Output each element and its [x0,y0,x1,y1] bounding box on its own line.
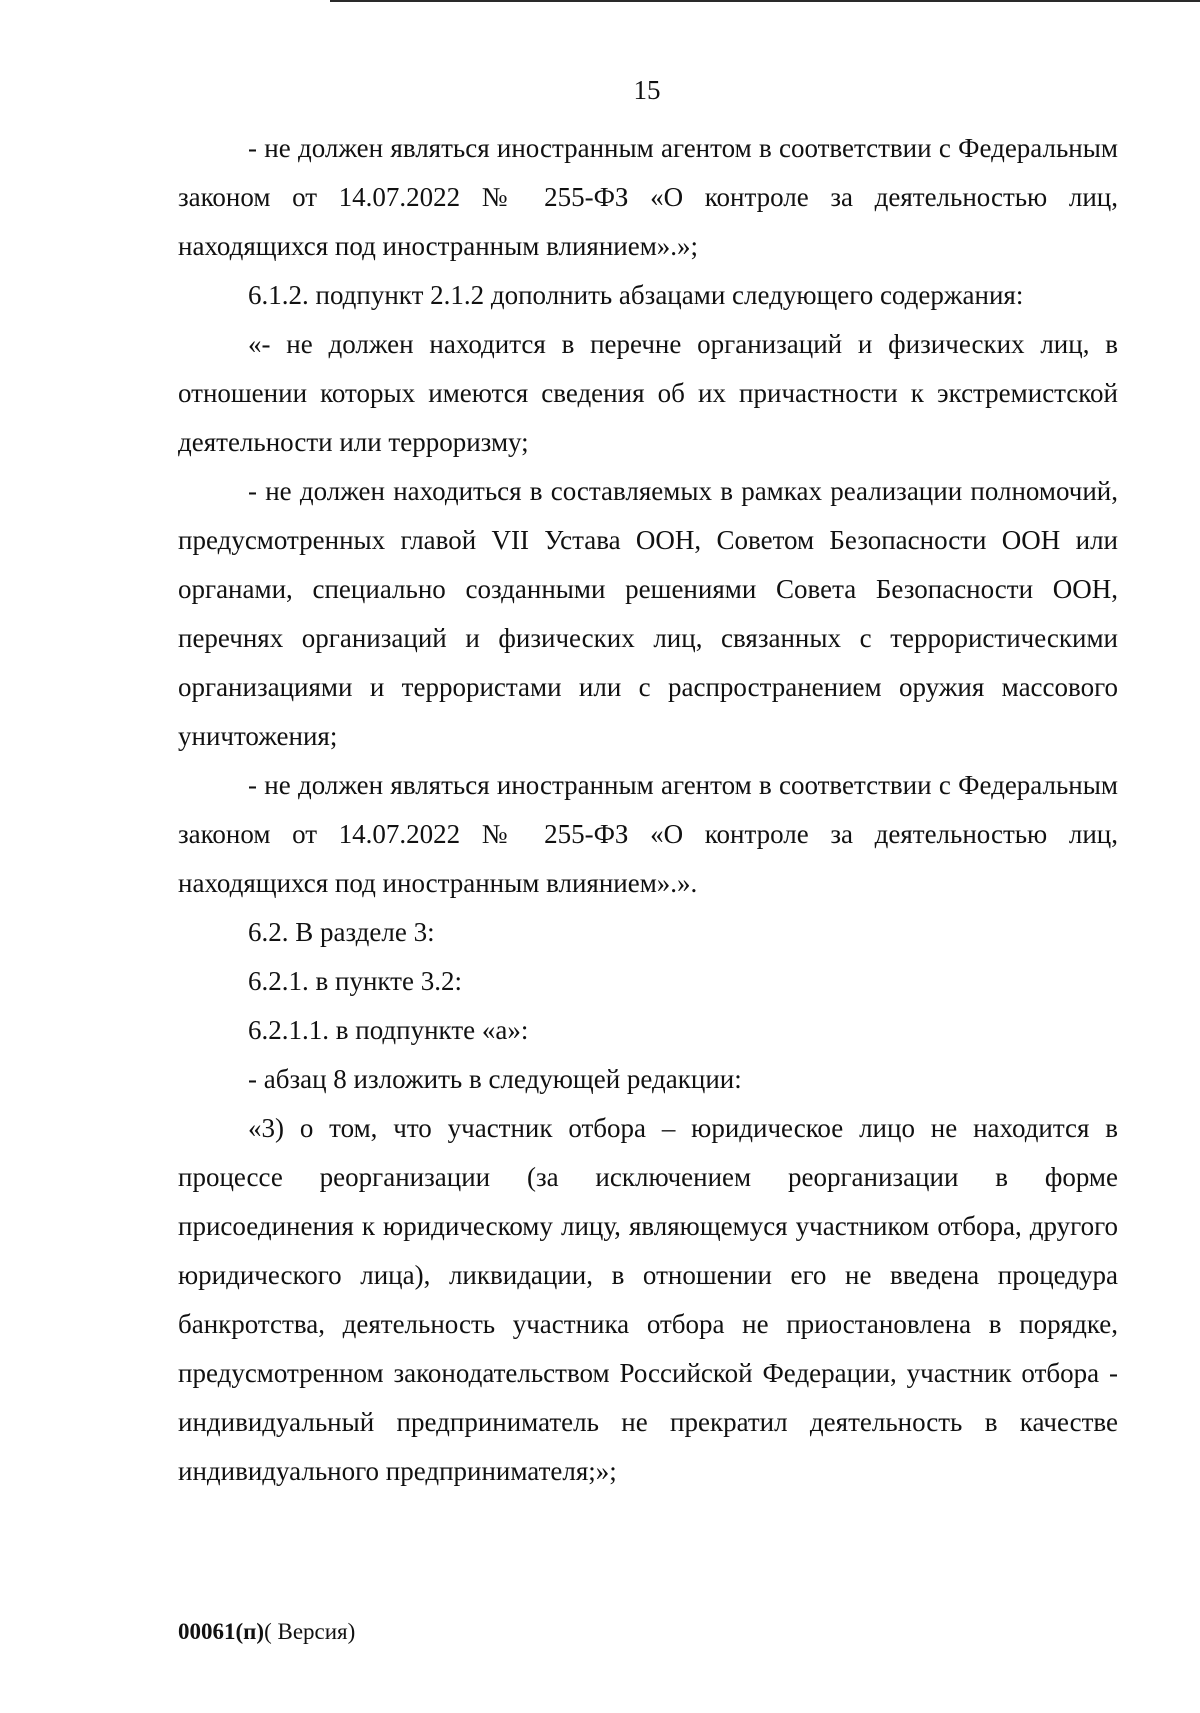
paragraph-reorganization: «3) о том, что участник отбора – юридическое лицо не находится в процессе реорганизации (за исключением реорганизации в форме присоединения к юридическому лицу, являющемуся участником отбора, другого юридического лица), ликвидации, в отношении его не введена процедура банкротства, деятельность участника отбора не приостановлена в порядке, предусмотренном законодательством Российской Федерации, участник отбора - индивидуальный предприниматель не прекратил деятельность в качестве индивидуального предпринимателя;»; [178,1113,1118,1486]
paragraph-6-2-1-1: 6.2.1.1. в подпункте «а»: [248,1015,529,1045]
paragraph-foreign-agent-2: - не должен являться иностранным агентом в соответствии с Федеральным законом от 14.07.2022 № 255-ФЗ «О контроле за деятельностью лиц, находящихся под иностранным влиянием».». [178,770,1118,898]
document-footer [178,1617,355,1647]
top-edge-line [330,0,1200,2]
paragraph-un-sanctions-list: - не должен находиться в составляемых в рамках реализации полномочий, предусмотренных главой VII Устава ООН, Советом Безопасности ООН или органами, специально созданными решениями Совета Безопасности ООН, перечнях организаций и физических лиц, связанных с террористическими организациями и террористами или с распространением оружия массового уничтожения; [178,476,1118,751]
paragraph-6-2: 6.2. В разделе 3: [248,917,435,947]
page-number: 15 [633,75,661,105]
paragraph-abzac-8: - абзац 8 изложить в следующей редакции: [248,1064,742,1094]
document-version: ( Версия) [264,1619,356,1644]
document-code: 00061(п) [178,1619,265,1644]
paragraph-extremism-list: «- не должен находится в перечне организаций и физических лиц, в отношении которых имеются сведения об их причастности к экстремистской деятельности или терроризму; [178,329,1118,457]
paragraph-6-1-2: 6.1.2. подпункт 2.1.2 дополнить абзацами следующего содержания: [248,280,1024,310]
paragraph-6-2-1: 6.2.1. в пункте 3.2: [248,966,462,996]
paragraph-foreign-agent-1: - не должен являться иностранным агентом в соответствии с Федеральным законом от 14.07.2022 № 255-ФЗ «О контроле за деятельностью лиц, находящихся под иностранным влиянием».»; [178,133,1118,261]
document-body [178,124,1118,1496]
